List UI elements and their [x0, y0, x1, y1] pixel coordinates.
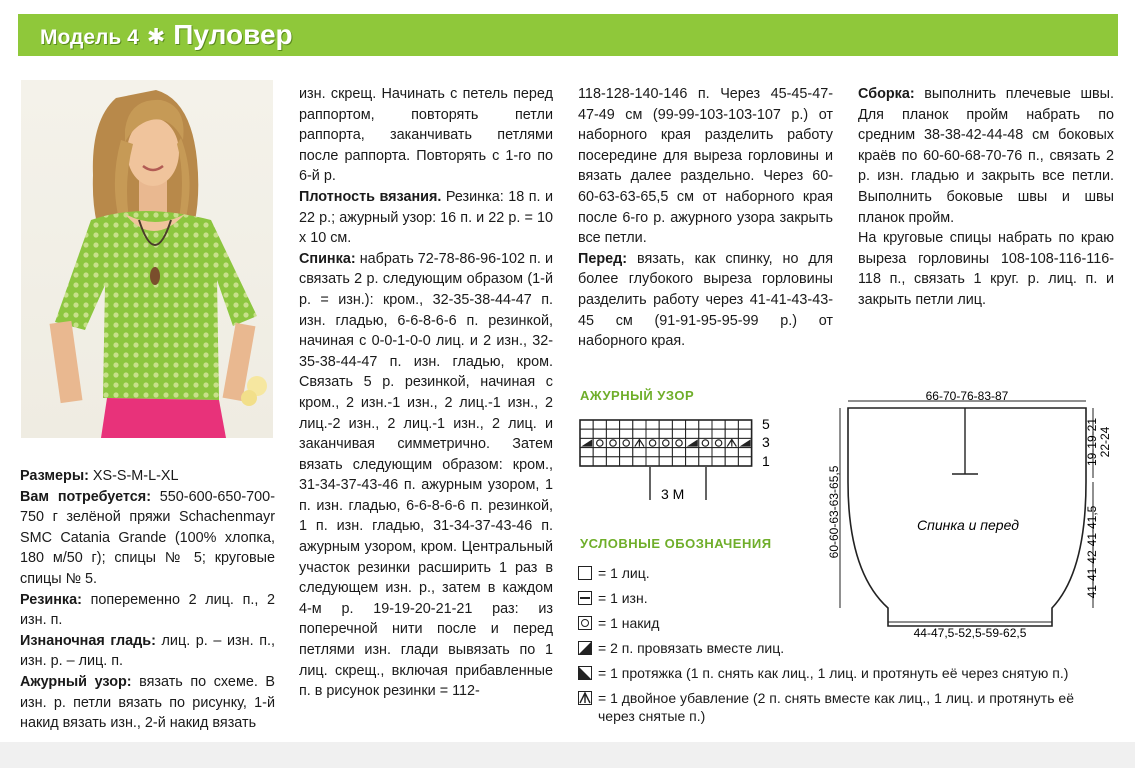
chart-cell [725, 429, 738, 438]
garment-schematic [820, 382, 1120, 652]
lace-chart [578, 412, 778, 507]
density-paragraph [299, 187, 553, 249]
chart-cell [633, 457, 646, 466]
chart-cell [738, 448, 751, 457]
back-paragraph [299, 249, 553, 702]
density-label: Плотность вязания. [299, 188, 442, 205]
rib-paragraph [20, 590, 275, 631]
sizes-paragraph [20, 466, 275, 487]
chart-cell [606, 420, 619, 429]
lace-label: Ажурный узор: [20, 673, 132, 690]
piece-label: Спинка и перед [917, 517, 1019, 533]
legend-text: = 2 п. провязать вместе лиц. [598, 640, 785, 656]
lace-value: вязать по схеме. В изн. р. петли вязать по рисунку, 1-й накид вязать изн., 2-й накид вязать [20, 673, 275, 732]
chart-cell [672, 420, 685, 429]
chart-cell [672, 429, 685, 438]
legend-text: = 1 двойное убавление (2 п. снять вместе как лиц., 1 лиц. и протянуть её через снятые п.) [598, 690, 1074, 724]
materials-label: Вам потребуется: [20, 488, 151, 505]
legend-item [578, 689, 1118, 731]
legend-text: = 1 лиц. [598, 565, 650, 581]
chart-cell [620, 420, 633, 429]
chart-cell [633, 448, 646, 457]
back-value: набрать 72-78-86-96-102 п. и связать 2 р. следующим образом (1-й р. = изн.): кром., 32-35-38-44-47 п. изн. гладью, 6-6-8-6-6 п. резинкой, начиная с 0-0-1-0-0 лиц. и 2 изн., 32-35-38-44-47 п. изн. гладью, кром. Связать 5 р. резинкой, начиная с кром., 2 изн.-1 изн., 2 лиц.-1 изн., 2 лиц.-2 изн., 2 лиц.-1 изн., 2 лиц. и заканчивая симметрично. Затем вязать следующим образом: кром., 31-34-37-43-46 п. ажурным узором, 1 п. изн. гладью, 6-6-8-6-6 п. резинкой, 1 п. изн. гладью, 31-34-37-43-46 п. ажурным узором, кром. Центральный участок резинки расширить 1 раз в следующем изн. р., затем в каждом 4-м р. 19-19-20-21-21 раз: из поперечной нити после и перед петлями изн. глади вывязать по 1 лиц. скрещ., включая прибавленные п. в рисунок резинки = 112- [299, 250, 553, 700]
page-bottom-edge [0, 742, 1135, 768]
assembly-value: выполнить плечевые швы. Для планок пройм набрать по средним 38-38-42-44-48 см боковых краёв по 60-60-68-70-76 п., связать 2 р. изн. гладью и закрыть все петли. Выполнить боковые швы и швы планок пройм. [858, 86, 1114, 226]
chart-cell [646, 448, 659, 457]
materials-column [20, 466, 275, 738]
chart-cell [725, 448, 738, 457]
chart-cell [712, 420, 725, 429]
chart-cell [712, 448, 725, 457]
chart-cell [646, 429, 659, 438]
legend-title: УСЛОВНЫЕ ОБОЗНАЧЕНИЯ [580, 536, 772, 551]
chart-cell [686, 448, 699, 457]
purl-paragraph [20, 631, 275, 672]
chart-cell [738, 429, 751, 438]
garment-name: Пуловер [173, 19, 293, 50]
chart-cell [699, 448, 712, 457]
knit-two-together-icon [578, 641, 592, 655]
chart-cell [606, 429, 619, 438]
assembly-paragraph [858, 84, 1114, 228]
legend-item [578, 664, 1118, 689]
chart-cell [620, 429, 633, 438]
rib-label: Резинка: [20, 591, 82, 608]
sizes-label: Размеры: [20, 468, 89, 484]
lace-paragraph [20, 672, 275, 734]
top-width-label: 66-70-76-83-87 [925, 389, 1009, 403]
chart-cell [738, 420, 751, 429]
knit-stitch-icon [578, 566, 592, 580]
yarn-over-icon [578, 616, 592, 630]
back-label: Спинка: [299, 250, 356, 267]
chart-cell [699, 429, 712, 438]
row-label-1: 1 [762, 453, 770, 469]
chart-cell [659, 420, 672, 429]
neckband-paragraph: На круговые спицы набрать по краю выреза горловины 108-108-116-116-118 п., связать 1 круг. р. лиц. п. и закрыть петли лиц. [858, 230, 1114, 308]
chart-cell [593, 448, 606, 457]
header-bar [18, 14, 1118, 56]
purl-label: Изнаночная гладь: [20, 632, 156, 649]
chart-cell [686, 457, 699, 466]
slip-stitch-icon [578, 666, 592, 680]
chart-cell [606, 457, 619, 466]
chart-cell [725, 457, 738, 466]
front-paragraph [578, 249, 833, 352]
right-top-label-b: 22-24 [1098, 426, 1112, 458]
chart-cell [646, 457, 659, 466]
left-height-label: 60-60-63-63-65,5 [827, 465, 841, 559]
chart-cell [659, 448, 672, 457]
chart-cell [712, 429, 725, 438]
right-top-label-a: 19-19-21 [1085, 417, 1099, 467]
rib-value: попеременно 2 лиц. п., 2 изн. п. [20, 591, 275, 629]
purl-value: лиц. р. – изн. п., изн. р. – лиц. п. [20, 632, 275, 670]
double-decrease-icon [578, 691, 592, 705]
row-label-3: 3 [762, 434, 770, 450]
chart-cell [606, 448, 619, 457]
front-value: вязать, как спинку, но для более глубокого выреза горловины разделить работу через 41-41-43-43-45 см (91-91-95-95-99 р.) от наборного края. [578, 250, 833, 350]
lace-chart-title: АЖУРНЫЙ УЗОР [580, 388, 695, 403]
sizes-value: XS-S-M-L-XL [88, 468, 179, 484]
chart-cell [633, 420, 646, 429]
chart-cell [699, 420, 712, 429]
lace-chart-grid [580, 420, 752, 466]
chart-cell [686, 420, 699, 429]
chart-cell [699, 457, 712, 466]
lace-continuation: изн. скрещ. Начинать с петель перед раппортом, повторять петли раппорта, заканчивать петлями после раппорта. Повторять с 1-го по 6-й р. [299, 86, 553, 185]
repeat-label: 3 М [661, 486, 685, 502]
chart-cell [633, 429, 646, 438]
chart-cell [738, 457, 751, 466]
star-icon: ✱ [146, 24, 166, 49]
bottom-width-label: 44-47,5-52,5-59-62,5 [913, 626, 1027, 640]
chart-cell [659, 429, 672, 438]
density-value: Резинка: 18 п. и 22 р.; ажурный узор: 16 п. и 22 р. = 10 х 10 см. [299, 188, 553, 247]
legend-text: = 1 накид [598, 615, 660, 631]
assembly-label: Сборка: [858, 86, 915, 102]
chart-cell [686, 429, 699, 438]
assembly-column [858, 84, 1114, 324]
model-number: Модель 4 [40, 26, 139, 49]
back-continuation: 118-128-140-146 п. Через 45-45-47-47-49 см (99-99-103-103-107 р.) от наборного края разделить работу посередине для выреза горловины и вязать далее раздельно. Через 60-60-63-63-65,5 см от наборного края после 6-го р. ажурного узора закрыть все петли. [578, 86, 833, 247]
model-photo-illustration [21, 80, 273, 438]
instructions-column-3 [578, 84, 833, 360]
chart-cell [712, 457, 725, 466]
chart-cell [580, 420, 593, 429]
chart-cell [593, 429, 606, 438]
front-label: Перед: [578, 250, 628, 267]
chart-cell [580, 457, 593, 466]
instructions-column-2 [299, 84, 553, 740]
right-height-label: 41-41-42-41-41,5 [1085, 505, 1099, 599]
chart-cell [580, 448, 593, 457]
chart-cell [593, 457, 606, 466]
chart-cell [672, 448, 685, 457]
chart-cell [725, 420, 738, 429]
purl-stitch-icon [578, 591, 592, 605]
chart-cell [580, 429, 593, 438]
page-title [40, 19, 293, 51]
legend-text: = 1 протяжка (1 п. снять как лиц., 1 лиц. и протянуть её через снятую п.) [598, 665, 1069, 681]
chart-cell [620, 457, 633, 466]
chart-cell [672, 457, 685, 466]
row-label-5: 5 [762, 416, 770, 432]
model-photo [21, 80, 273, 438]
materials-paragraph [20, 487, 275, 590]
materials-value: 550-600-650-700-750 г зелёной пряжи Schachenmayr SMC Catania Grande (100% хлопка, 180 м/50 г); спицы № 5; круговые спицы № 5. [20, 488, 275, 587]
chart-cell [646, 420, 659, 429]
legend-text: = 1 изн. [598, 590, 648, 606]
chart-cell [593, 420, 606, 429]
chart-cell [620, 448, 633, 457]
chart-cell [659, 457, 672, 466]
